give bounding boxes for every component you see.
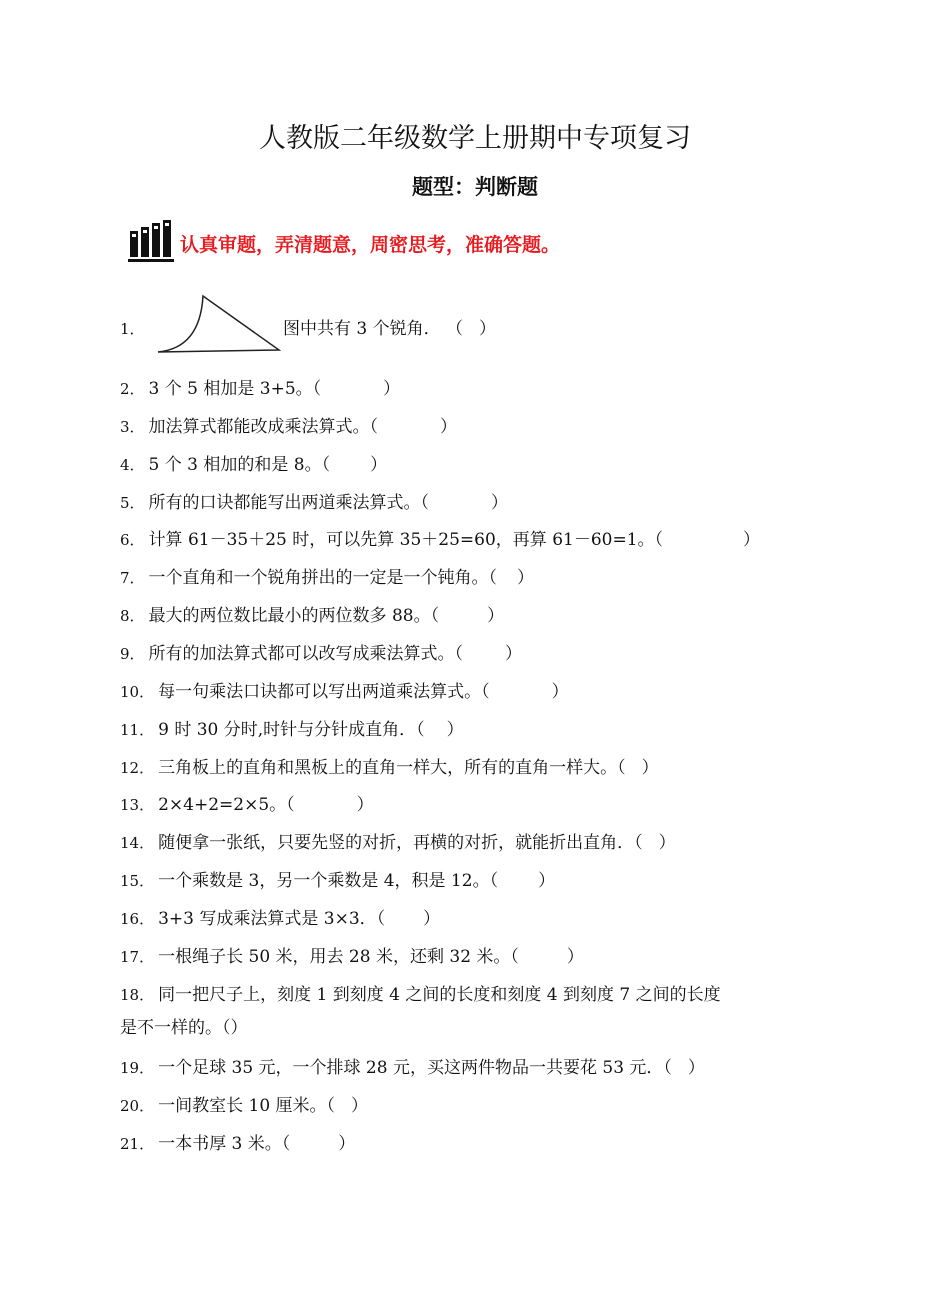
question-11 [120,718,464,742]
answer-paren-open: （ [222,1018,231,1038]
question-4 [120,453,387,477]
answer-paren-open: （ [654,530,664,550]
question-number: 15． [120,872,155,890]
question-text: 3+3 写成乘法算式是 3×3． [158,909,377,929]
answer-paren-close: ） [356,795,374,815]
question-number: 20． [120,1097,155,1115]
answer-paren-close: ） [370,455,388,475]
question-number: 16． [120,910,155,928]
question-text: 每一句乘法口诀都可以写出两道乘法算式。 [158,682,482,702]
question-number: 14． [120,834,155,852]
answer-paren-open: （ [663,1058,672,1078]
question-text: 一根绳子长 50 米，用去 28 米，还剩 32 米。 [158,947,511,967]
question-text: 一个足球 35 元，一个排球 28 元，买这两件物品一共要花 53 元． [158,1058,664,1078]
answer-paren-open: （ [634,833,643,853]
answer-paren-open: （ [416,720,425,740]
question-text: 5 个 3 相加的和是 8。 [148,455,322,475]
question-12 [120,756,659,780]
question-19 [120,1056,705,1080]
answer-paren-open: （ [369,417,379,437]
question-text: 图中共有 3 个锐角． [283,319,441,339]
question-15 [120,869,555,893]
books-icon [128,219,174,263]
question-text: 所有的口诀都能写出两道乘法算式。 [148,493,421,513]
question-1-text [283,317,496,341]
question-text: 所有的加法算式都可以改写成乘法算式。 [148,644,455,664]
question-number: 3． [120,418,145,436]
document-title: 人教版二年级数学上册期中专项复习 [259,123,691,154]
instruction-banner [128,219,828,263]
answer-paren-close: ） [687,1058,705,1078]
question-number: 11． [120,721,155,739]
question-number: 9． [120,645,145,663]
answer-paren-close: ） [491,493,509,513]
question-text: 2×4+2=2×5。 [158,795,287,815]
answer-paren-open: （ [321,455,331,475]
question-1 [120,317,145,341]
question-number: 6． [120,531,145,549]
question-3 [120,415,457,439]
answer-paren-open: （ [420,493,430,513]
answer-paren-close: ） [743,530,761,550]
answer-paren-close: ） [551,682,569,702]
question-number: 5． [120,494,145,512]
answer-paren-close: ） [487,606,505,626]
answer-paren-open: （ [617,758,626,778]
answer-paren-open: （ [488,568,498,588]
question-text: 同一把尺子上，刻度 1 到刻度 4 之间的长度和刻度 4 到刻度 7 之间的长度 [158,985,721,1005]
banner-text: 认真审题，弄清题意，周密思考，准确答题。 [180,234,561,256]
question-number: 18． [120,986,155,1004]
question-number: 4． [120,456,145,474]
question-number: 12． [120,759,155,777]
answer-paren-close: ） [446,720,464,740]
answer-paren-open: （ [430,606,440,626]
answer-paren-close: ） [517,568,535,588]
question-number: 13． [120,796,155,814]
answer-paren-close: ） [230,1018,248,1038]
question-9 [120,642,522,666]
question-number: 10． [120,683,155,701]
answer-paren-open: （ [489,871,499,891]
answer-paren-close: ） [641,758,659,778]
question-text: 三角板上的直角和黑板上的直角一样大，所有的直角一样大。 [158,758,618,778]
question-17 [120,945,584,969]
answer-paren-close: ） [383,379,401,399]
question-number: 2． [120,380,145,398]
question-text-continued: 是不一样的。 [120,1018,222,1038]
answer-paren-close: ） [423,909,441,929]
answer-paren-open: （ [481,682,490,702]
answer-paren-close: ） [505,644,523,664]
question-text: 最大的两位数比最小的两位数多 88。 [148,606,431,626]
question-2 [120,377,400,401]
answer-paren-open: （ [312,379,322,399]
question-text: 3 个 5 相加是 3+5。 [148,379,313,399]
question-10 [120,680,569,704]
answer-paren-open: （ [454,644,464,664]
question-7 [120,566,534,590]
question-number: 8． [120,607,145,625]
triangle-figure [155,292,285,356]
question-16 [120,907,440,931]
answer-paren-close: ） [538,871,556,891]
question-number: 1． [120,320,145,338]
question-text: 计算 61－35＋25 时，可以先算 35＋25=60，再算 61－60=1。 [148,530,655,550]
question-6 [120,528,760,552]
question-text: 一个乘数是 3，另一个乘数是 4，积是 12。 [158,871,490,891]
answer-paren-close: ） [479,319,497,339]
question-text: 一个直角和一个锐角拼出的一定是一个钝角。 [148,568,489,588]
answer-paren-open: （ [286,795,295,815]
question-18 [120,979,840,1045]
question-text: 9 时 30 分时,时针与分针成直角． [158,720,417,740]
answer-paren-close: ） [351,1096,369,1116]
answer-paren-close: ） [338,1134,356,1154]
answer-paren-open: （ [326,1096,336,1116]
answer-paren-open: （ [446,319,464,339]
answer-paren-close: ） [566,947,584,967]
answer-paren-close: ） [440,417,458,437]
question-text: 一本书厚 3 米。 [158,1134,282,1154]
answer-paren-open: （ [376,909,386,929]
question-number: 21． [120,1135,155,1153]
answer-paren-close: ） [658,833,676,853]
question-number: 17． [120,948,155,966]
question-8 [120,604,504,628]
question-number: 19． [120,1059,155,1077]
question-20 [120,1094,368,1118]
question-text: 随便拿一张纸，只要先竖的对折，再横的对折，就能折出直角． [158,833,635,853]
question-5 [120,491,508,515]
answer-paren-open: （ [281,1134,291,1154]
question-21 [120,1132,355,1156]
answer-paren-open: （ [510,947,519,967]
question-13 [120,793,374,817]
question-14 [120,831,676,855]
question-text: 一间教室长 10 厘米。 [158,1096,327,1116]
document-subtitle: 题型：判断题 [412,175,538,199]
question-text: 加法算式都能改成乘法算式。 [148,417,370,437]
question-number: 7． [120,569,145,587]
